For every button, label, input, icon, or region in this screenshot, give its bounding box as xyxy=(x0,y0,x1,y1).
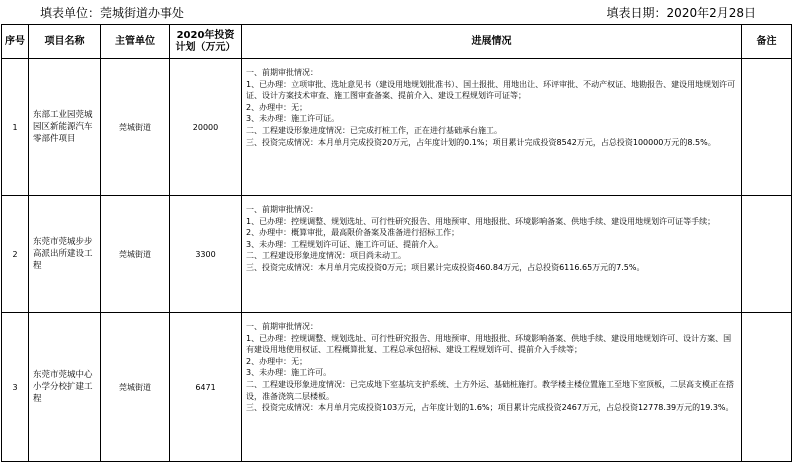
row-remarks xyxy=(742,196,792,313)
col-header-progress: 进展情况 xyxy=(242,25,742,59)
progress-line: 1、已办理：控规调整、规划选址、可行性研究报告、用地预审、用地报批、环境影响备案、供地手续、建设用地规划许可证等手续； xyxy=(246,216,716,226)
progress-line: 二、工程建设形象进度情况：已完成打桩工作，正在进行基础承台施工。 xyxy=(246,125,502,135)
row-plan: 20000 xyxy=(170,59,242,196)
row-progress xyxy=(242,196,742,313)
row-progress xyxy=(242,313,742,462)
progress-line: 3、未办理：工程规划许可证、施工许可证、提前介入。 xyxy=(246,239,444,249)
row-dept: 莞城街道 xyxy=(101,59,170,196)
progress-line: 一、前期审批情况： xyxy=(246,205,318,214)
row-dept: 莞城街道 xyxy=(101,196,170,313)
project-progress-table xyxy=(1,24,792,462)
col-header-remarks: 备注 xyxy=(742,25,792,59)
col-header-plan-line1: 2020年投资 xyxy=(176,29,235,41)
progress-line: 三、投资完成情况：本月单月完成投资20万元，占年度计划的0.1%；项目累计完成投资8542万元，占总投资100000万元的8.5%。 xyxy=(246,137,716,147)
progress-line: 三、投资完成情况：本月单月完成投资103万元，占年度计划的1.6%；项目累计完成投资2467万元，占总投资12778.39万元的19.3%。 xyxy=(246,403,734,413)
row-dept: 莞城街道 xyxy=(101,313,170,462)
progress-line: 3、未办理：施工许可证。 xyxy=(246,114,340,124)
row-plan: 3300 xyxy=(170,196,242,313)
row-remarks xyxy=(742,313,792,462)
col-header-dept: 主管单位 xyxy=(101,25,170,59)
row-remarks xyxy=(742,59,792,196)
progress-line: 2、办理中：概算审批，最高限价备案及准备进行招标工作； xyxy=(246,228,460,238)
table-header-row xyxy=(2,25,792,59)
progress-line: 二、工程建设形象进度情况：已完成地下室基坑支护系统、土方外运、基础桩施打。教学楼主楼位置施工至地下室顶板，二层高支模正在搭设，准备浇筑二层楼板。 xyxy=(246,379,734,401)
row-seq: 1 xyxy=(2,59,29,196)
row-plan: 6471 xyxy=(170,313,242,462)
progress-line: 一、前期审批情况： xyxy=(246,68,318,77)
filling-unit: 填表单位：莞城街道办事处 xyxy=(40,6,185,20)
progress-line: 2、办理中：无； xyxy=(246,356,308,366)
row-seq: 3 xyxy=(2,313,29,462)
progress-line: 一、前期审批情况： xyxy=(246,322,318,331)
col-header-name: 项目名称 xyxy=(29,25,101,59)
row-project-name: 东莞市莞城中心小学分校扩建工程 xyxy=(29,313,101,462)
progress-line: 二、工程建设形象进度情况：项目尚未动工。 xyxy=(246,251,406,261)
table-row xyxy=(2,196,792,313)
progress-line: 2、办理中：无； xyxy=(246,102,308,112)
progress-line: 1、已办理：控规调整、规划选址、可行性研究报告、用地预审、用地报批、环境影响备案、供地手续、建设用地规划许可、设计方案、国有建设用地使用权证、工程概算批复、工程总承包招标、建设工程规划许可、提前介入手续等； xyxy=(246,333,732,355)
row-project-name: 东莞市莞城步步高派出所建设工程 xyxy=(29,196,101,313)
col-header-plan-line2: 计划（万元） xyxy=(175,41,236,53)
progress-line: 三、投资完成情况：本月单月完成投资0万元；项目累计完成投资460.84万元，占总投资6116.65万元的7.5%。 xyxy=(246,262,645,272)
filling-date: 填表日期：2020年2月28日 xyxy=(606,6,756,20)
table-row xyxy=(2,59,792,196)
progress-line: 3、未办理：施工许可。 xyxy=(246,368,332,378)
col-header-seq: 序号 xyxy=(2,25,29,59)
row-progress xyxy=(242,59,742,196)
progress-line: 1、已办理：立项审批、选址意见书（建设用地规划批准书）、国土报批、用地出让、环评审批、不动产权证、地勘报告、建设用地规划许可证、设计方案技术审查、施工图审查备案、提前介入、建设工程规划许可证等； xyxy=(246,79,736,101)
report-header xyxy=(0,0,800,24)
row-project-name: 东部工业园莞城园区新能源汽车零部件项目 xyxy=(29,59,101,196)
col-header-plan xyxy=(170,25,242,59)
row-seq: 2 xyxy=(2,196,29,313)
table-row xyxy=(2,313,792,462)
